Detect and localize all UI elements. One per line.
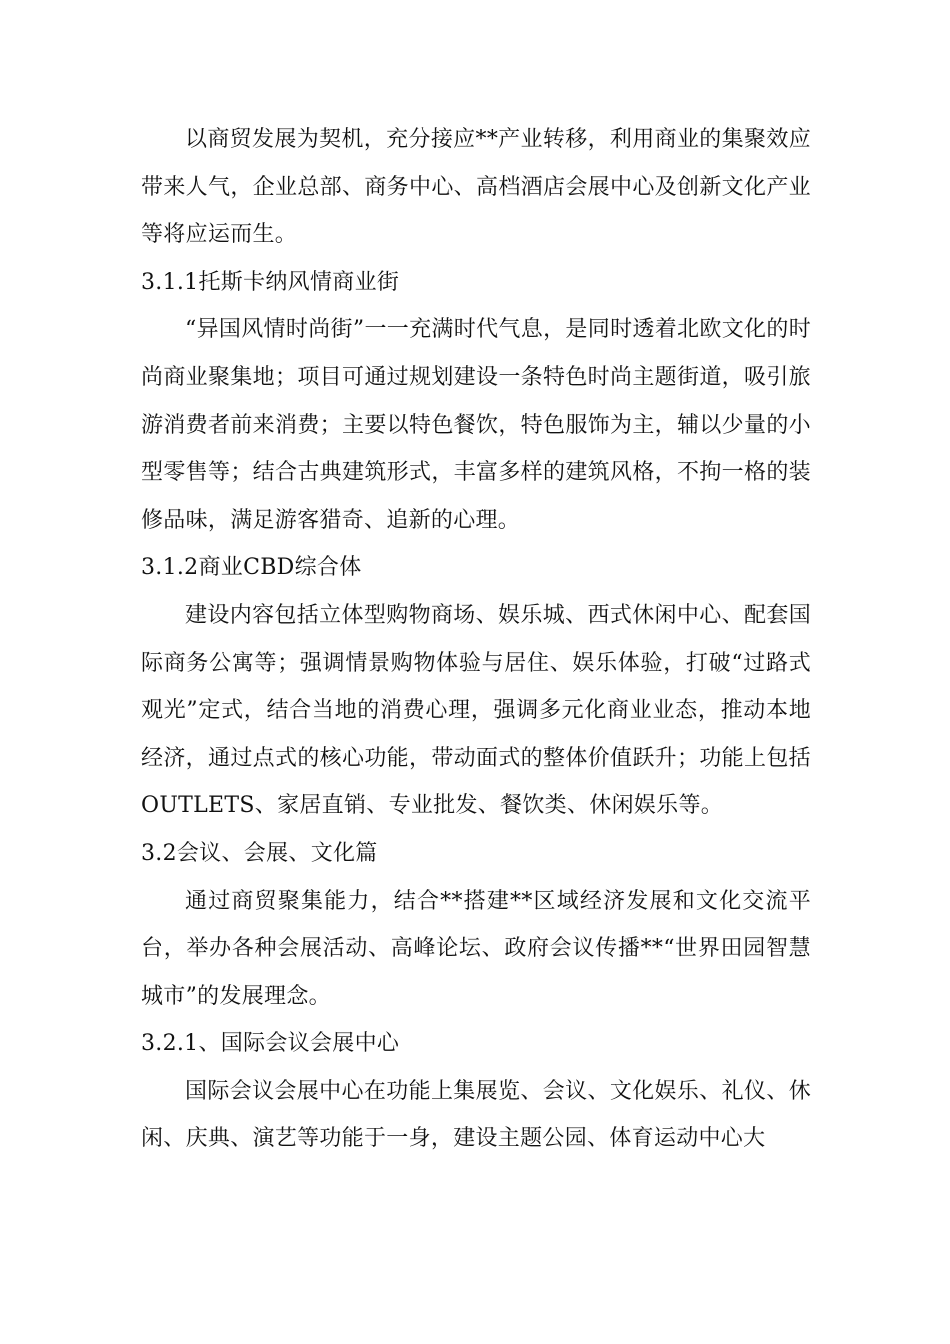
paragraph-conference-culture: 通过商贸聚集能力，结合**搭建**区域经济发展和文化交流平台，举办各种会展活动、高峰论坛、政府会议传播**“世界田园智慧城市”的发展理念。 xyxy=(141,888,811,1009)
paragraph-international-expo-center: 国际会议会展中心在功能上集展览、会议、文化娱乐、礼仪、休闲、庆典、演艺等功能于一身，建设主题公园、体育运动中心大 xyxy=(141,1078,811,1152)
heading-conference-culture: 3.2会议、会展、文化篇 xyxy=(141,840,378,866)
heading-international-expo-center: 3.2.1、国际会议会展中心 xyxy=(141,1031,400,1057)
heading-cbd-complex: 3.1.2商业CBD综合体 xyxy=(141,555,362,581)
paragraph-tuscany-street: “异国风情时尚街”一一充满时代气息，是同时透着北欧文化的时尚商业聚集地；项目可通过规划建设一条特色时尚主题街道，吸引旅游消费者前来消费；主要以特色餐饮，特色服饰为主，辅以少量的小型零售等；结合古典建筑形式，丰富多样的建筑风格，不拘一格的装修品味，满足游客猎奇、追新的心理。 xyxy=(141,317,811,533)
paragraph-cbd-complex: 建设内容包括立体型购物商场、娱乐城、西式休闲中心、配套国际商务公寓等；强调情景购物体验与居住、娱乐体验，打破“过路式观光”定式，结合当地的消费心理，强调多元化商业业态，推动本地经济，通过点式的核心功能，带动面式的整体价值跃升；功能上包括OUTLETS、家居直销、专业批发、餐饮类、休闲娱乐等。 xyxy=(141,602,811,819)
paragraph-commerce-intro: 以商贸发展为契机，充分接应**产业转移，利用商业的集聚效应带来人气，企业总部、商务中心、高档酒店会展中心及创新文化产业等将应运而生。 xyxy=(141,127,811,248)
document-body xyxy=(141,116,811,1163)
heading-tuscany-street: 3.1.1托斯卡纳风情商业街 xyxy=(141,269,400,295)
